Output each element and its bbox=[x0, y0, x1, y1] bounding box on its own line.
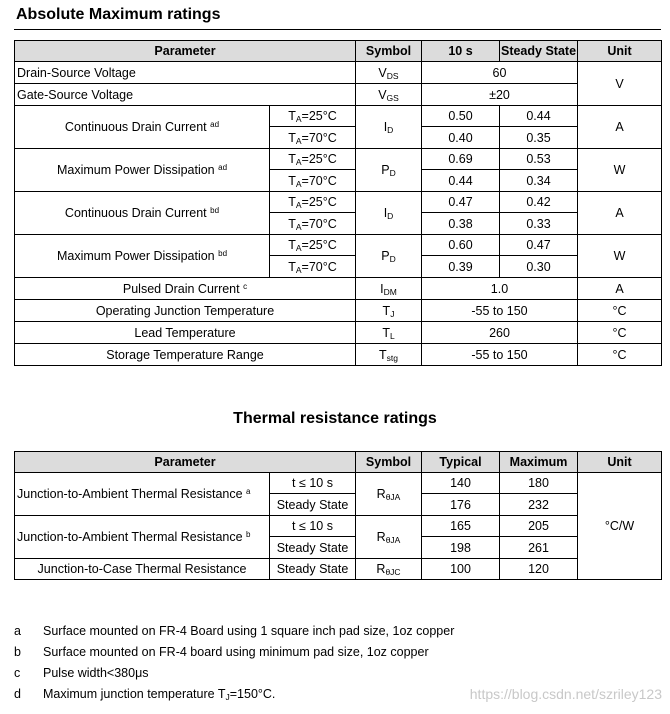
value-cell: -55 to 150 bbox=[422, 300, 578, 322]
value-cell: 0.47 bbox=[500, 235, 578, 256]
value-cell: 60 bbox=[422, 62, 578, 84]
condition-cell: $T_A=70^\circ C$ bbox=[270, 127, 356, 149]
section-title-absolute-max: Absolute Maximum ratings bbox=[16, 6, 221, 23]
table-row bbox=[15, 516, 662, 537]
unit-cell: A bbox=[578, 192, 662, 235]
table-row bbox=[15, 322, 662, 344]
param-cell: Maximum Power Dissipation $^{bd}$ bbox=[15, 235, 270, 278]
header-maximum: Maximum bbox=[500, 452, 578, 473]
header-10s: 10 s bbox=[422, 41, 500, 62]
table-row bbox=[15, 473, 662, 494]
value-cell: 0.34 bbox=[500, 170, 578, 192]
table-row bbox=[15, 344, 662, 366]
symbol-cell: $R_{\theta JA}$ bbox=[356, 516, 422, 559]
absolute-max-ratings-table bbox=[14, 40, 662, 366]
value-cell: 0.30 bbox=[500, 256, 578, 278]
value-cell: 176 bbox=[422, 494, 500, 516]
unit-cell: W bbox=[578, 235, 662, 278]
table-row bbox=[15, 235, 662, 256]
header-typical: Typical bbox=[422, 452, 500, 473]
value-cell: 0.44 bbox=[500, 106, 578, 127]
symbol-cell: $T_L$ bbox=[356, 322, 422, 344]
table-row bbox=[15, 192, 662, 213]
param-cell: Lead Temperature bbox=[15, 322, 356, 344]
condition-cell: Steady State bbox=[270, 537, 356, 559]
value-cell: 165 bbox=[422, 516, 500, 537]
symbol-cell: $V_{DS}$ bbox=[356, 62, 422, 84]
table-header-row bbox=[15, 452, 662, 473]
condition-cell: t ≤ 10 s bbox=[270, 516, 356, 537]
value-cell: 260 bbox=[422, 322, 578, 344]
symbol-cell: $P_D$ bbox=[356, 235, 422, 278]
value-cell: 0.33 bbox=[500, 213, 578, 235]
value-cell: 0.44 bbox=[422, 170, 500, 192]
symbol-cell: $R_{\theta JC}$ bbox=[356, 559, 422, 580]
header-unit: Unit bbox=[578, 41, 662, 62]
param-cell: Junction-to-Case Thermal Resistance bbox=[15, 559, 270, 580]
param-cell: Maximum Power Dissipation $^{ad}$ bbox=[15, 149, 270, 192]
condition-cell: $T_A=25^\circ C$ bbox=[270, 106, 356, 127]
param-cell: Storage Temperature Range bbox=[15, 344, 356, 366]
header-symbol: Symbol bbox=[356, 452, 422, 473]
value-cell: 0.38 bbox=[422, 213, 500, 235]
table-row bbox=[15, 300, 662, 322]
value-cell: -55 to 150 bbox=[422, 344, 578, 366]
condition-cell: $T_A=70^\circ C$ bbox=[270, 213, 356, 235]
header-steady-state: Steady State bbox=[500, 41, 578, 62]
header-parameter: Parameter bbox=[15, 452, 356, 473]
section-title-thermal: Thermal resistance ratings bbox=[233, 410, 437, 427]
value-cell: 180 bbox=[500, 473, 578, 494]
condition-cell: $T_A=25^\circ C$ bbox=[270, 235, 356, 256]
param-cell: Junction-to-Ambient Thermal Resistance $^b$ bbox=[15, 516, 270, 559]
condition-cell: $T_A=70^\circ C$ bbox=[270, 256, 356, 278]
header-unit: Unit bbox=[578, 452, 662, 473]
header-parameter: Parameter bbox=[15, 41, 356, 62]
unit-cell: °C bbox=[578, 344, 662, 366]
table-row bbox=[15, 84, 662, 106]
value-cell: 0.35 bbox=[500, 127, 578, 149]
value-cell: 0.39 bbox=[422, 256, 500, 278]
symbol-cell: $I_{DM}$ bbox=[356, 278, 422, 300]
condition-cell: $T_A=70^\circ C$ bbox=[270, 170, 356, 192]
value-cell: 232 bbox=[500, 494, 578, 516]
value-cell: 261 bbox=[500, 537, 578, 559]
unit-cell: °C bbox=[578, 322, 662, 344]
value-cell: 100 bbox=[422, 559, 500, 580]
thermal-resistance-table bbox=[14, 451, 662, 580]
table-row bbox=[15, 62, 662, 84]
value-cell: 0.53 bbox=[500, 149, 578, 170]
param-cell: Pulsed Drain Current $^c$ bbox=[15, 278, 356, 300]
param-cell: Gate-Source Voltage bbox=[15, 84, 356, 106]
unit-cell: °C/W bbox=[578, 473, 662, 580]
condition-cell: t ≤ 10 s bbox=[270, 473, 356, 494]
param-cell: Drain-Source Voltage bbox=[15, 62, 356, 84]
title-divider bbox=[14, 29, 661, 30]
condition-cell: $T_A=25^\circ C$ bbox=[270, 149, 356, 170]
table-header-row bbox=[15, 41, 662, 62]
value-cell: 205 bbox=[500, 516, 578, 537]
unit-cell: °C bbox=[578, 300, 662, 322]
table-row bbox=[15, 278, 662, 300]
symbol-cell: $V_{GS}$ bbox=[356, 84, 422, 106]
symbol-cell: $R_{\theta JA}$ bbox=[356, 473, 422, 516]
unit-cell: V bbox=[578, 62, 662, 106]
unit-cell: W bbox=[578, 149, 662, 192]
condition-cell: Steady State bbox=[270, 494, 356, 516]
unit-cell: A bbox=[578, 106, 662, 149]
param-cell: Junction-to-Ambient Thermal Resistance $^a$ bbox=[15, 473, 270, 516]
table-row bbox=[15, 149, 662, 170]
value-cell: 0.42 bbox=[500, 192, 578, 213]
value-cell: 0.60 bbox=[422, 235, 500, 256]
value-cell: ±20 bbox=[422, 84, 578, 106]
value-cell: 1.0 bbox=[422, 278, 578, 300]
symbol-cell: $I_D$ bbox=[356, 192, 422, 235]
condition-cell: $T_A=25^\circ C$ bbox=[270, 192, 356, 213]
symbol-cell: $T_{stg}$ bbox=[356, 344, 422, 366]
symbol-cell: $P_D$ bbox=[356, 149, 422, 192]
header-symbol: Symbol bbox=[356, 41, 422, 62]
watermark-url: https://blog.csdn.net/szriley123 bbox=[469, 686, 662, 702]
value-cell: 198 bbox=[422, 537, 500, 559]
unit-cell: A bbox=[578, 278, 662, 300]
condition-cell: Steady State bbox=[270, 559, 356, 580]
value-cell: 120 bbox=[500, 559, 578, 580]
table-row bbox=[15, 106, 662, 127]
value-cell: 0.40 bbox=[422, 127, 500, 149]
param-cell: Continuous Drain Current $^{ad}$ bbox=[15, 106, 270, 149]
table-row bbox=[15, 559, 662, 580]
value-cell: 140 bbox=[422, 473, 500, 494]
symbol-cell: $T_J$ bbox=[356, 300, 422, 322]
value-cell: 0.47 bbox=[422, 192, 500, 213]
value-cell: 0.50 bbox=[422, 106, 500, 127]
param-cell: Continuous Drain Current $^{bd}$ bbox=[15, 192, 270, 235]
param-cell: Operating Junction Temperature bbox=[15, 300, 356, 322]
value-cell: 0.69 bbox=[422, 149, 500, 170]
symbol-cell: $I_D$ bbox=[356, 106, 422, 149]
